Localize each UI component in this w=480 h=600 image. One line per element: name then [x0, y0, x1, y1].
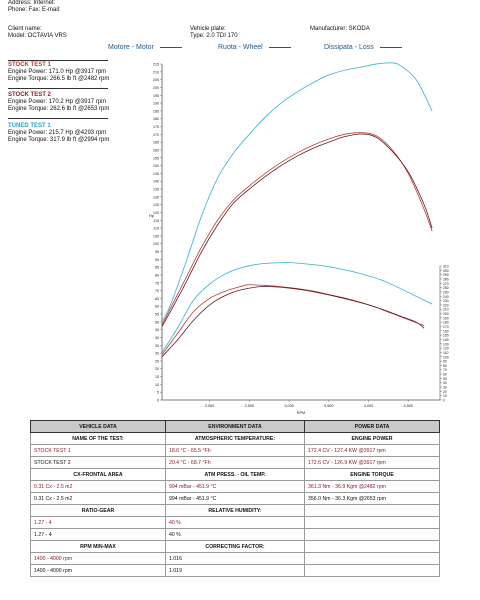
table-cell: 1.27 - 4: [31, 517, 166, 529]
y-tick-label-right: 10: [443, 394, 447, 399]
y-tick-label-left: 75: [155, 281, 159, 286]
y-tick-label-right: 50: [443, 376, 447, 381]
table-cell-empty: [305, 565, 440, 577]
y-tick-label-right: 170: [443, 325, 449, 330]
phone-line: Phone: Fax: E-mail:: [8, 7, 61, 13]
y-tick-label-right: 150: [443, 333, 449, 338]
y-tick-label-left: 115: [153, 218, 159, 223]
divider: [8, 60, 108, 61]
test-summary-stock1: [8, 62, 118, 83]
y-tick-label-left: 20: [155, 367, 159, 372]
y-tick-label-left: 175: [153, 125, 159, 130]
y-tick-label-right: 190: [443, 316, 449, 321]
power-data-header: POWER DATA: [305, 421, 440, 433]
rel-humidity-label: RELATIVE HUMIDITY:: [165, 505, 304, 517]
table-cell: 0.31 Cx - 2.5 m2: [31, 493, 166, 505]
y-tick-label-left: 15: [155, 375, 159, 380]
legend-wheel: [218, 44, 291, 51]
atm-temp-label: ATMOSPHERIC TEMPERATURE:: [165, 433, 304, 445]
divider: [8, 118, 108, 119]
chart-legend: [108, 44, 468, 54]
y-tick-label-left: 165: [153, 140, 159, 145]
manufacturer: Manufacturer: SKODA: [310, 26, 370, 32]
test-summary-tuned1: [8, 123, 118, 144]
table-row: [31, 553, 440, 565]
series-line-stock-test-2-power: [162, 134, 432, 327]
engine-power-label: ENGINE POWER: [305, 433, 440, 445]
y-tick-label-right: 140: [443, 337, 449, 342]
y-tick-label-left: 95: [155, 250, 159, 255]
x-axis-label: RPM: [296, 411, 306, 415]
legend-loss-line: [380, 47, 402, 48]
y-tick-label-right: 160: [443, 329, 449, 334]
series-line-stock-test-1-torque: [162, 285, 424, 355]
x-tick-label: 3,000: [284, 404, 294, 408]
table-row: [31, 457, 440, 469]
x-tick-label: 4,500: [403, 404, 413, 408]
y-tick-label-right: 290: [443, 273, 449, 278]
table-cell-empty: [305, 529, 440, 541]
table-cell: 40 %: [165, 517, 304, 529]
table-cell: STOCK TEST 1: [31, 445, 166, 457]
table-cell: 1.27 - 4: [31, 529, 166, 541]
y-tick-label-left: 120: [153, 210, 159, 215]
test-torque: Engine Torque: 317.9 lb ft @2994 rpm: [8, 137, 110, 143]
table-section-header: [31, 421, 440, 433]
vehicle-type: Type: 2.0 TDI 170: [190, 33, 238, 39]
client-name: Client name:: [8, 26, 42, 32]
table-cell-empty: [305, 553, 440, 565]
y-tick-label-right: 270: [443, 281, 449, 286]
x-tick-label: 4,000: [363, 404, 374, 408]
legend-motor-label: Motore - Motor: [108, 44, 154, 51]
y-tick-label-right: 60: [443, 372, 447, 377]
y-tick-label-right: 100: [443, 355, 449, 360]
y-tick-label-left: 105: [153, 234, 159, 239]
y-tick-label-right: 280: [443, 277, 449, 282]
table-row: [31, 445, 440, 457]
test-power: Engine Power: 171.0 Hp @3917 rpm: [8, 69, 107, 75]
legend-wheel-line: [269, 47, 291, 48]
y-tick-label-left: 135: [153, 187, 159, 192]
y-tick-label-left: 65: [155, 296, 159, 301]
y-tick-label-right: 20: [443, 389, 447, 394]
rpm-min-max-label: RPM MIN-MAX: [31, 541, 166, 553]
y-tick-label-left: 110: [153, 226, 159, 231]
table-row: [31, 505, 440, 517]
x-tick-label: 3,500: [324, 404, 334, 408]
engine-torque-label: ENGINE TORQUE: [305, 469, 440, 481]
y-tick-label-left: 160: [153, 148, 159, 153]
y-tick-label-right: 210: [443, 307, 449, 312]
series-line-stock-test-2-torque: [162, 286, 424, 356]
table-cell: STOCK TEST 2: [31, 457, 166, 469]
test-torque: Engine Torque: 262.6 lb ft @2653 rpm: [8, 106, 110, 112]
y-tick-label-left: 140: [153, 179, 159, 184]
y-tick-label-left: 55: [155, 312, 159, 317]
table-cell: 361.3 Nm - 36.9 Kgm @2482 rpm: [305, 481, 440, 493]
model: Model: OCTAVIA VRS: [8, 33, 67, 39]
y-tick-label-right: 220: [443, 303, 449, 308]
table-row: [31, 433, 440, 445]
y-tick-label-left: 195: [153, 93, 159, 98]
y-tick-label-left: 200: [153, 85, 159, 90]
table-row: [31, 517, 440, 529]
legend-loss: [324, 44, 402, 51]
y-tick-label-right: 180: [443, 320, 449, 325]
table-cell: 0.31 Cx - 2.5 m2: [31, 481, 166, 493]
y-tick-label-left: 80: [155, 273, 159, 278]
vehicle-data-header: VEHICLE DATA: [31, 421, 166, 433]
y-tick-label-right: 300: [443, 268, 449, 273]
y-tick-label-left: 185: [153, 109, 159, 114]
y-tick-label-left: 215: [153, 62, 159, 67]
table-cell: 1.016: [165, 553, 304, 565]
table-cell: 1.019: [165, 565, 304, 577]
y-tick-label-right: 240: [443, 294, 449, 299]
test-title: STOCK TEST 1: [8, 62, 51, 68]
y-tick-label-left: 90: [155, 257, 159, 262]
legend-wheel-label: Ruota - Wheel: [218, 44, 263, 51]
y-tick-label-right: 120: [443, 346, 449, 351]
y-tick-label-right: 110: [443, 350, 449, 355]
ratio-gear-label: RATIO-GEAR: [31, 505, 166, 517]
table-cell: 172.4 CV - 127.4 KW @3917 rpm: [305, 445, 440, 457]
table-row: [31, 529, 440, 541]
y-tick-label-left: 35: [155, 343, 159, 348]
y-tick-label-left: 190: [153, 101, 159, 106]
test-power: Engine Power: 170.2 Hp @3917 rpm: [8, 99, 107, 105]
y-tick-label-left: 170: [153, 132, 159, 137]
table-cell-empty: [305, 541, 440, 553]
y-tick-label-left: 210: [153, 70, 159, 75]
y-tick-label-left: 25: [155, 359, 159, 364]
x-tick-label: 2,000: [204, 404, 215, 408]
y-tick-label-left: 180: [153, 117, 159, 122]
y-tick-label-left: 100: [153, 242, 159, 247]
test-title: STOCK TEST 2: [8, 92, 51, 98]
series-line-stock-test-1-power: [162, 133, 432, 325]
y-tick-label-right: 40: [443, 381, 447, 386]
table-cell: 994 mBar - 451.9 °C: [165, 481, 304, 493]
table-row: [31, 565, 440, 577]
y-tick-label-left: 130: [153, 195, 159, 200]
test-torque: Engine Torque: 266.5 lb ft @2482 rpm: [8, 76, 110, 82]
cx-area-label: CX-FRONTAL AREA: [31, 469, 166, 481]
y-tick-label-right: 90: [443, 359, 447, 364]
table-cell-empty: [305, 517, 440, 529]
y-tick-label-left: 155: [153, 156, 159, 161]
y-tick-label-left: 150: [153, 164, 159, 169]
y-tick-label-left: 40: [155, 335, 159, 340]
test-power: Engine Power: 215.7 Hp @4293 rpm: [8, 130, 107, 136]
y-tick-label-left: 70: [155, 289, 159, 294]
y-tick-label-right: 0: [443, 398, 445, 403]
y-tick-label-left: 0: [157, 398, 159, 403]
y-tick-label-right: 130: [443, 342, 449, 347]
correcting-factor-label: CORRECTING FACTOR:: [165, 541, 304, 553]
y-tick-label-left: 10: [155, 382, 159, 387]
test-title: TUNED TEST 1: [8, 123, 51, 129]
series-line-tuned-test-1-torque: [162, 263, 432, 353]
y-tick-label-left: 60: [155, 304, 159, 309]
y-tick-label-right: 260: [443, 286, 449, 291]
y-tick-label-right: 250: [443, 290, 449, 295]
y-tick-label-left: 205: [153, 78, 159, 83]
y-tick-label-left: 50: [155, 320, 159, 325]
test-summary-stock2: [8, 92, 118, 113]
table-row: [31, 493, 440, 505]
y-tick-label-left: 30: [155, 351, 159, 356]
table-cell: 356.0 Nm - 36.3 Kgm @2653 rpm: [305, 493, 440, 505]
legend-motor: [108, 44, 182, 51]
table-row: [31, 541, 440, 553]
y-tick-label-left: 85: [155, 265, 159, 270]
legend-loss-label: Dissipata - Loss: [324, 44, 374, 51]
environment-data-header: ENVIRONMENT DATA: [165, 421, 304, 433]
legend-motor-line: [160, 47, 182, 48]
x-tick-label: 2,500: [244, 404, 255, 408]
table-cell: 18.6 °C - 65.5 °Fh: [165, 445, 304, 457]
table-cell: 994 mBar - 451.9 °C: [165, 493, 304, 505]
data-table: [30, 420, 440, 577]
table-cell: 1400 - 4000 rpm: [31, 553, 166, 565]
y-tick-label-right: 70: [443, 368, 447, 373]
y-tick-label-right: 80: [443, 363, 447, 368]
table-row: [31, 481, 440, 493]
table-cell: 20.4 °C - 68.7 °Fh: [165, 457, 304, 469]
y-tick-label-right: 30: [443, 385, 447, 390]
y-tick-label-left: 45: [155, 328, 159, 333]
name-of-test-label: NAME OF THE TEST:: [31, 433, 166, 445]
table-cell: 172.6 CV - 126.9 KW @3917 rpm: [305, 457, 440, 469]
y-tick-label-right: 310: [443, 264, 449, 269]
table-cell: 1400 - 4000 rpm: [31, 565, 166, 577]
y-tick-label-right: 230: [443, 299, 449, 304]
y-tick-label-left: 5: [157, 390, 159, 395]
y-tick-label-left: 125: [153, 203, 159, 208]
y-axis-label-left: Hp: [148, 213, 154, 219]
table-row: [31, 469, 440, 481]
y-tick-label-left: 145: [153, 171, 159, 176]
series-line-tuned-test-1-power: [162, 63, 432, 322]
address-line: Address: Internet:: [8, 0, 56, 6]
dyno-chart: [140, 60, 460, 420]
y-tick-label-right: 200: [443, 312, 449, 317]
table-cell-empty: [305, 505, 440, 517]
atm-press-label: ATM PRESS. - OIL TEMP.: [165, 469, 304, 481]
vehicle-plate: Vehicle plate:: [190, 26, 226, 32]
divider: [8, 88, 108, 89]
table-cell: 40 %: [165, 529, 304, 541]
